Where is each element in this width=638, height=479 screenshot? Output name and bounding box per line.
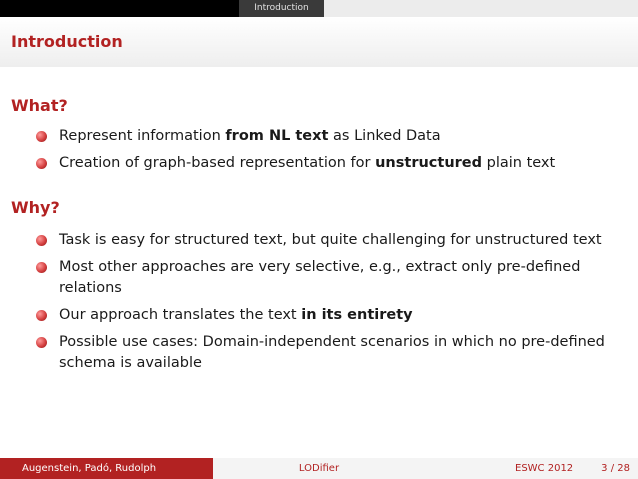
nav-section-introduction[interactable]: Introduction [239, 0, 324, 17]
bullet-icon [36, 158, 47, 169]
frame-title-bar [0, 17, 638, 67]
item-text: Possible use cases: Domain-independent scenarios in which no pre-defined schema is available [59, 334, 605, 371]
bullet-icon [36, 131, 47, 142]
bullet-icon [36, 337, 47, 348]
footer-bar [0, 458, 638, 479]
bullet-icon [36, 310, 47, 321]
page-number: 3 / 28 [601, 463, 630, 474]
list-item [36, 332, 626, 374]
footer-conference: ESWC 2012 [515, 463, 574, 474]
item-text-end: plain text [482, 155, 556, 171]
footer-authors: Augenstein, Padó, Rudolph [0, 458, 213, 479]
nav-bar-filler [324, 0, 638, 17]
what-heading: What? [11, 96, 68, 115]
item-text: Our approach translates the text [59, 307, 302, 323]
item-text: Creation of graph-based representation for [59, 155, 376, 171]
list-item [36, 153, 626, 174]
item-text: Represent information [59, 128, 226, 144]
why-heading: Why? [11, 198, 60, 217]
footer-conference-block [425, 458, 638, 479]
list-item [36, 230, 626, 251]
item-emphasis: in its entirety [301, 307, 413, 323]
list-item [36, 126, 626, 147]
slide-title: Introduction [11, 32, 123, 51]
item-text: Task is easy for structured text, but quite challenging for unstructured text [59, 232, 602, 248]
footer-title: LODifier [213, 458, 425, 479]
header-navigation-bar [0, 0, 638, 17]
what-list [36, 126, 626, 180]
list-item [36, 305, 626, 326]
item-emphasis: unstructured [375, 155, 483, 171]
list-item [36, 257, 626, 299]
item-text-end: as Linked Data [328, 128, 441, 144]
bullet-icon [36, 235, 47, 246]
bullet-icon [36, 262, 47, 273]
item-text: Most other approaches are very selective, e.g., extract only pre-defined relations [59, 259, 581, 296]
item-emphasis: from NL text [225, 128, 329, 144]
why-list [36, 230, 626, 380]
